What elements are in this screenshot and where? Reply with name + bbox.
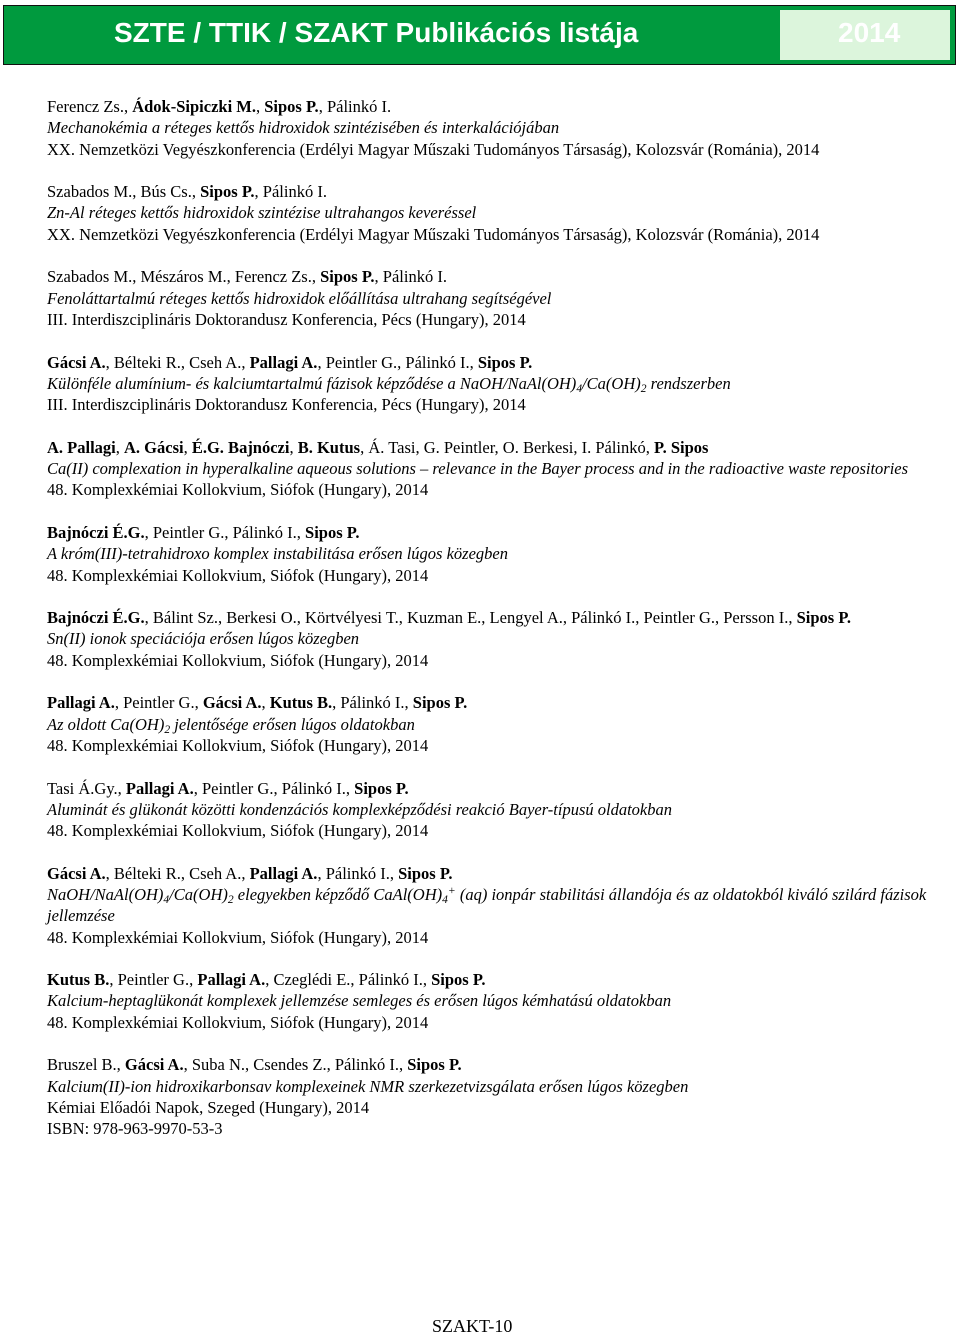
publication-authors: Bajnóczi É.G., Peintler G., Pálinkó I., Sipos P. — [47, 522, 360, 542]
publication-title: Zn-Al réteges kettős hidroxidok szintézise ultrahangos keveréssel — [47, 203, 477, 223]
publication-title: Kalcium(II)-ion hidroxikarbonsav komplexeinek NMR szerkezetvizsgálata erősen lúgos közegben — [47, 1076, 689, 1096]
publication-venue: XX. Nemzetközi Vegyészkonferencia (Erdélyi Magyar Műszaki Tudományos Társaság), Kolozsvár (Románia), 2014 — [47, 224, 820, 244]
publication-authors: Pallagi A., Peintler G., Gácsi A., Kutus B., Pálinkó I., Sipos P. — [47, 693, 468, 713]
publication-venue: 48. Komplexkémiai Kollokvium, Siófok (Hungary), 2014 — [47, 1012, 429, 1032]
publication-title: Különféle alumínium- és kalciumtartalmú fázisok képződése a NaOH/$NaAl(OH)_4/Ca(OH)_2$ rendszerben — [47, 373, 731, 395]
publication-list — [47, 96, 937, 1161]
publication-venue: 48. Komplexkémiai Kollokvium, Siófok (Hungary), 2014 — [47, 480, 429, 500]
publication-entry — [47, 522, 937, 586]
publication-entry — [47, 692, 937, 756]
publication-venue: Kémiai Előadói Napok, Szeged (Hungary), 2014 — [47, 1097, 370, 1117]
publication-authors: Kutus B., Peintler G., Pallagi A., Czeglédi E., Pálinkó I., Sipos P. — [47, 970, 486, 990]
publication-title: Mechanokémia a réteges kettős hidroxidok szintézisében és interkalációjában — [47, 118, 560, 138]
publication-title: A króm(III)-tetrahidroxo komplex instabilitása erősen lúgos közegben — [47, 544, 508, 564]
publication-entry — [47, 778, 937, 842]
publication-venue: XX. Nemzetközi Vegyészkonferencia (Erdélyi Magyar Műszaki Tudományos Társaság), Kolozsvár (Románia), 2014 — [47, 139, 820, 159]
publication-title: Ca(II) complexation in hyperalkaline aqueous solutions – relevance in the Bayer process and in the radioactive waste repositories — [47, 459, 909, 479]
publication-title: Kalcium-heptaglükonát komplexek jellemzése semleges és erősen lúgos kémhatású oldatokban — [47, 991, 672, 1011]
publication-venue: 48. Komplexkémiai Kollokvium, Siófok (Hungary), 2014 — [47, 735, 429, 755]
publication-authors: Tasi Á.Gy., Pallagi A., Peintler G., Pálinkó I., Sipos P. — [47, 778, 409, 798]
publication-entry — [47, 437, 937, 501]
publication-isbn: ISBN: 978-963-9970-53-3 — [47, 1119, 223, 1139]
publication-venue: 48. Komplexkémiai Kollokvium, Siófok (Hungary), 2014 — [47, 650, 429, 670]
publication-authors: Ferencz Zs., Ádok-Sipiczki M., Sipos P., Pálinkó I. — [47, 97, 392, 116]
publication-title: Aluminát és glükonát közötti kondenzációs komplexképződési reakció Bayer-típusú oldatokban — [47, 799, 673, 819]
publication-entry — [47, 96, 937, 160]
publication-title: Fenoláttartalmú réteges kettős hidroxidok előállítása ultrahang segítségével — [47, 288, 552, 308]
publication-authors: Gácsi A., Bélteki R., Cseh A., Pallagi A., Peintler G., Pálinkó I., Sipos P. — [47, 352, 533, 372]
page-header — [3, 5, 956, 65]
publication-entry — [47, 181, 937, 245]
publication-venue: III. Interdiszciplináris Doktorandusz Konferencia, Pécs (Hungary), 2014 — [47, 395, 526, 415]
publication-authors: Bruszel B., Gácsi A., Suba N., Csendes Z., Pálinkó I., Sipos P. — [47, 1055, 462, 1075]
publication-entry — [47, 863, 937, 948]
page-number: SZAKT-10 — [432, 1316, 513, 1336]
publication-authors: Gácsi A., Bélteki R., Cseh A., Pallagi A., Pálinkó I., Sipos P. — [47, 863, 453, 883]
header-title: SZTE / TTIK / SZAKT Publikációs listája — [114, 17, 639, 48]
publication-venue: III. Interdiszciplináris Doktorandusz Konferencia, Pécs (Hungary), 2014 — [47, 309, 526, 329]
publication-entry — [47, 1054, 937, 1139]
publication-authors: Bajnóczi É.G., Bálint Sz., Berkesi O., Körtvélyesi T., Kuzman E., Lengyel A., Pálinkó I., Peintler G., Persson I., Sipos P. — [47, 608, 852, 628]
publication-venue: 48. Komplexkémiai Kollokvium, Siófok (Hungary), 2014 — [47, 821, 429, 841]
publication-authors: Szabados M., Mészáros M., Ferencz Zs., Sipos P., Pálinkó I. — [47, 267, 447, 287]
publication-entry — [47, 352, 937, 416]
publication-authors: A. Pallagi, A. Gácsi, É.G. Bajnóczi, B. Kutus, Á. Tasi, G. Peintler, O. Berkesi, I. Pálinkó, P. Sipos — [47, 437, 709, 457]
publication-title: Sn(II) ionok speciációja erősen lúgos közegben — [47, 629, 360, 649]
publication-entry — [47, 607, 937, 671]
publication-authors: Szabados M., Bús Cs., Sipos P., Pálinkó I. — [47, 182, 327, 202]
publication-venue: 48. Komplexkémiai Kollokvium, Siófok (Hungary), 2014 — [47, 565, 429, 585]
publication-entry — [47, 969, 937, 1033]
publication-title: NaOH/$NaAl(OH)_4/Ca(OH)_2$ elegyekben képződő $CaAl(OH)_4^+$ (aq) ionpár stabilitási állandója és az oldatokból kiváló szilárd fázisok jellemzése — [47, 884, 927, 926]
header-year: 2014 — [838, 17, 901, 48]
publication-entry — [47, 266, 937, 330]
publication-venue: 48. Komplexkémiai Kollokvium, Siófok (Hungary), 2014 — [47, 927, 429, 947]
publication-title: Az oldott $Ca(OH)_2$ jelentősége erősen lúgos oldatokban — [47, 714, 415, 736]
